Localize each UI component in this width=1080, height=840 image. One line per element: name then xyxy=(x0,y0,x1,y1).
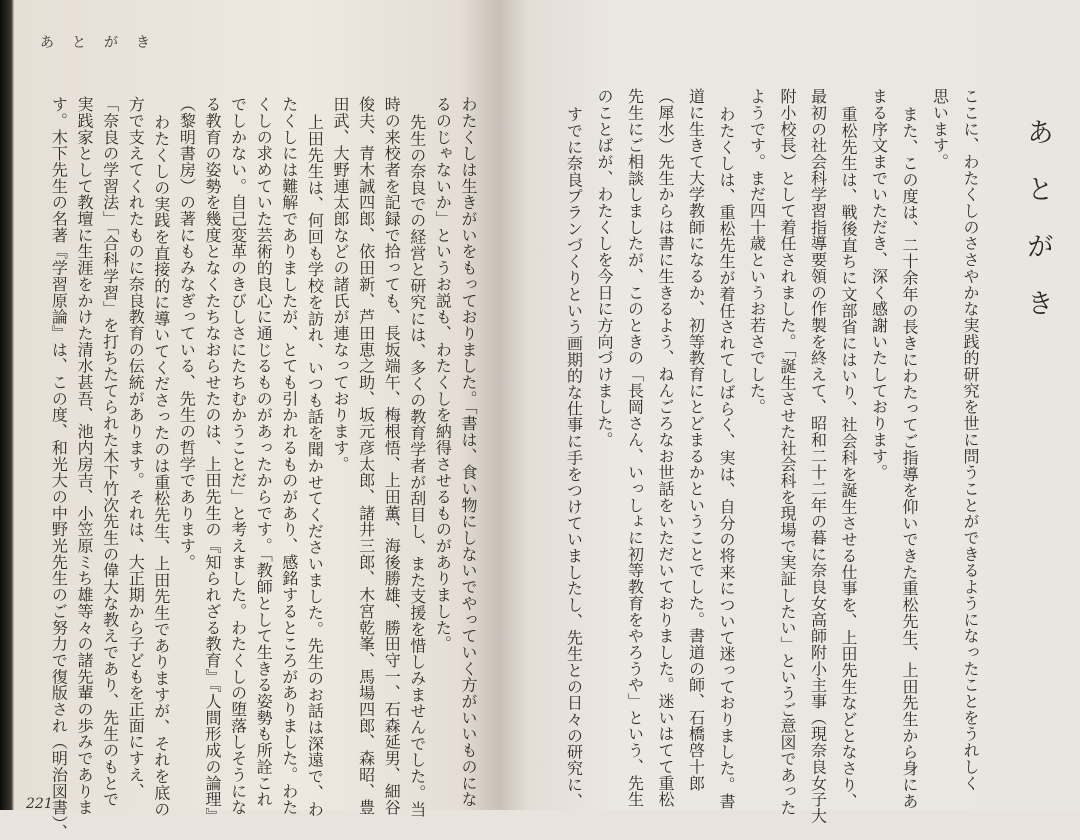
text-column: わたくしは生きがいをもっておりました。「書は、食い物にしないでやっていく方がいいものにな xyxy=(459,96,478,808)
text-column: 附小校長）として着任されました。「誕生させた社会科を現場で実証したい」というご意図であった xyxy=(778,88,797,816)
text-column: すでに奈良プランづくりという画期的な仕事に手をつけていましたし、先生との日々の研究に、 xyxy=(564,106,584,810)
text-column: また、この度は、二十余年の長きにわたってご指導を仰いできた重松先生、上田先生から身にあ xyxy=(900,106,919,810)
chapter-title: あとがき xyxy=(1022,118,1053,346)
text-column: る教育の姿勢を幾度となくたちなおらせたのは、上田先生の『知られざる教育』『人間形成の論理』 xyxy=(203,96,222,824)
text-column: くしの求めていた芸術的良心に通じるものがあったからです。「教師として生きる姿勢も所詮これ xyxy=(254,96,274,808)
text-column: るのじゃないか」というお説も、わたくしを納得させるものがありました。 xyxy=(433,96,453,652)
text-column: 先生の奈良での経営と研究には、多くの教育学者が刮目し、また支援を惜しみませんでした。当 xyxy=(407,114,427,818)
text-column: （犀水）先生からは書に生きるよう、ねんごろなお世話をいただいておりました。迷いはてて重松 xyxy=(656,88,675,808)
text-column: わたくしは、重松先生が着任されてしばらく、実は、自分の将来について迷っておりました。書 xyxy=(717,106,736,810)
text-column: す。木下先生の名著『学習原論』は、この度、和光大の中野光先生のご努力で復版され（明治図書）、 xyxy=(49,96,69,840)
text-column: 方で支えてくれたものに奈良教育の伝統があります。それは、大正期から子どもを正面にすえ、 xyxy=(126,96,146,800)
text-column: ここに、わたくしのささやかな実践的研究を世に問うことができるようになったことをうれしく xyxy=(961,88,980,792)
text-column: 重松先生は、戦後直ちに文部省にはいり、社会科を誕生させる仕事を、上田先生などとなさり、 xyxy=(839,106,858,810)
text-column: でしかない。自己変革のきびしさにたちむかうことだ」と考えました。わたくしの堕落しそうにな xyxy=(228,96,248,816)
text-column: まる序文までいただき、深く感謝いたしております。 xyxy=(869,88,889,481)
text-column: 上田先生は、何回も学校を訪れ、いつも話を聞かせてくださいました。先生のお話は深遠で、わ xyxy=(305,114,325,818)
text-column: 思います。 xyxy=(930,88,950,170)
text-column: 「奈良の学習法」「合科学習」を打ちたてられた木下竹次先生の偉大な教えであり、先生のもとで xyxy=(100,96,120,808)
text-column: たくしには難解でありましたが、とても引かれるものがあり、感銘するところがありました。わた xyxy=(279,96,299,816)
running-head: あとがき xyxy=(40,35,168,51)
text-column: のことばが、わたくしを今日に方向づけました。 xyxy=(595,88,614,448)
text-column: 先生にご相談しましたが、このときの「長岡さん、いっしょに初等教育をやろうや」という、先生 xyxy=(625,88,645,808)
text-column: （黎明書房）の著にもみなぎっている、先生の哲学であります。 xyxy=(177,96,197,571)
text-column: ようです。まだ四十歳というお若さでした。 xyxy=(747,88,767,415)
page-number: 221 xyxy=(26,796,53,812)
text-column: 田武、大野連太郎などの諸氏が連なっております。 xyxy=(331,96,350,473)
book-edge xyxy=(0,0,14,810)
text-column: 最初の社会科学習指導要領の作製を終えて、昭和二十二年の暮に奈良女高師附小主事（現奈良女子大 xyxy=(808,88,828,824)
text-column: わたくしの実践を直接的に導いてくださったのは重松先生、上田先生でありますが、それを底の xyxy=(151,114,171,818)
text-column: 道に生きて大学教師になるか、初等教育にとどまるかということでした。書道の師、石橋啓十郎 xyxy=(686,88,706,792)
text-column: 俊夫、青木誠四郎、依田新、芦田恵之助、坂元彦太郎、諸井三郎、木宮乾峯、馬場四郎、森昭、豊 xyxy=(356,96,376,816)
text-column: 時の来校者を記録で拾っても、長坂端午、梅根悟、上田薫、海後勝雄、勝田守一、石森延男、細谷 xyxy=(382,96,402,816)
text-column: 実践家として教壇に生涯をかけた清水甚吾、池内房吉、小笠原ミち雄等々の諸先輩の歩みでありま xyxy=(75,96,94,816)
